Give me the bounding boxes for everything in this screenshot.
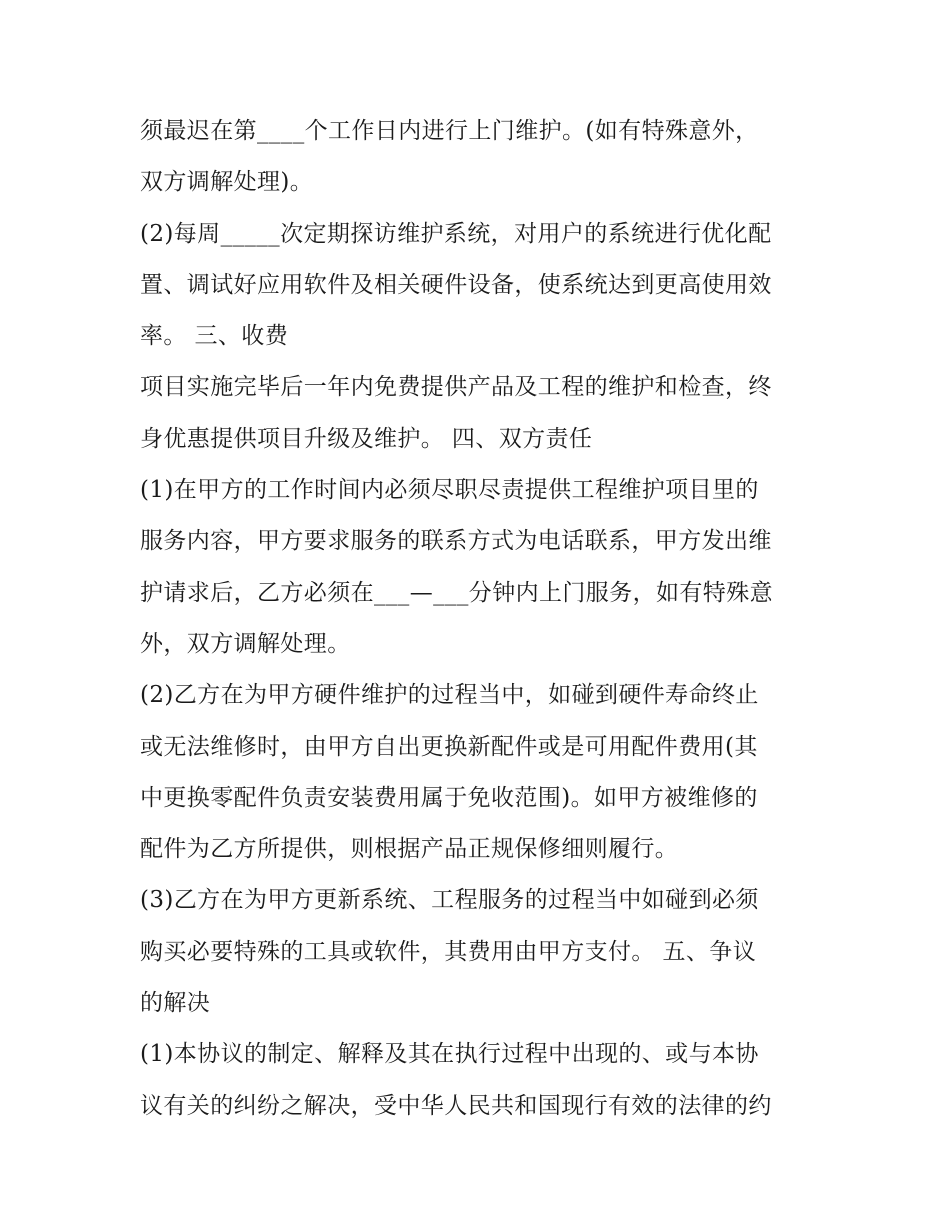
text-line: (2)乙方在为甲方硬件维护的过程当中，如碰到硬件寿命终止 [140,682,759,709]
text-line: 服务内容，甲方要求服务的联系方式为电话联系，甲方发出维 [140,528,772,555]
text-line: (2)每周_____次定期探访维护系统，对用户的系统进行优化配 [140,220,772,247]
text-line: 外，双方调解处理。 [140,630,351,657]
document-body [140,106,820,1132]
text-line: (1)本协议的制定、解释及其在执行过程中出现的、或与本协 [140,1041,759,1068]
text-line: 置、调试好应用软件及相关硬件设备，使系统达到更高使用效 [140,271,772,298]
text-line: 的解决 [140,990,211,1017]
text-line: 配件为乙方所提供，则根据产品正规保修细则履行。 [140,836,679,863]
text-line: 护请求后，乙方必须在___—___分钟内上门服务，如有特殊意 [140,579,773,606]
text-line: 项目实施完毕后一年内免费提供产品及工程的维护和检查，终 [140,374,772,401]
text-line: 购买必要特殊的工具或软件，其费用由甲方支付。 五、争议 [140,938,757,965]
text-line: 议有关的纠纷之解决，受中华人民共和国现行有效的法律的约 [140,1092,772,1119]
text-line: 须最迟在第____个工作日内进行上门维护。(如有特殊意外， [140,118,759,144]
text-line: 身优惠提供项目升级及维护。 四、双方责任 [140,425,593,452]
text-line: (1)在甲方的工作时间内必须尽职尽责提供工程维护项目里的 [140,477,759,504]
text-line: 率。 三、收费 [140,323,289,350]
text-line: (3)乙方在为甲方更新系统、工程服务的过程当中如碰到必须 [140,887,759,914]
text-line: 双方调解处理)。 [140,169,314,196]
text-line: 或无法维修时，由甲方自出更换新配件或是可用配件费用(其 [140,733,758,760]
text-line: 中更换零配件负责安装费用属于免收范围)。如甲方被维修的 [140,784,758,811]
